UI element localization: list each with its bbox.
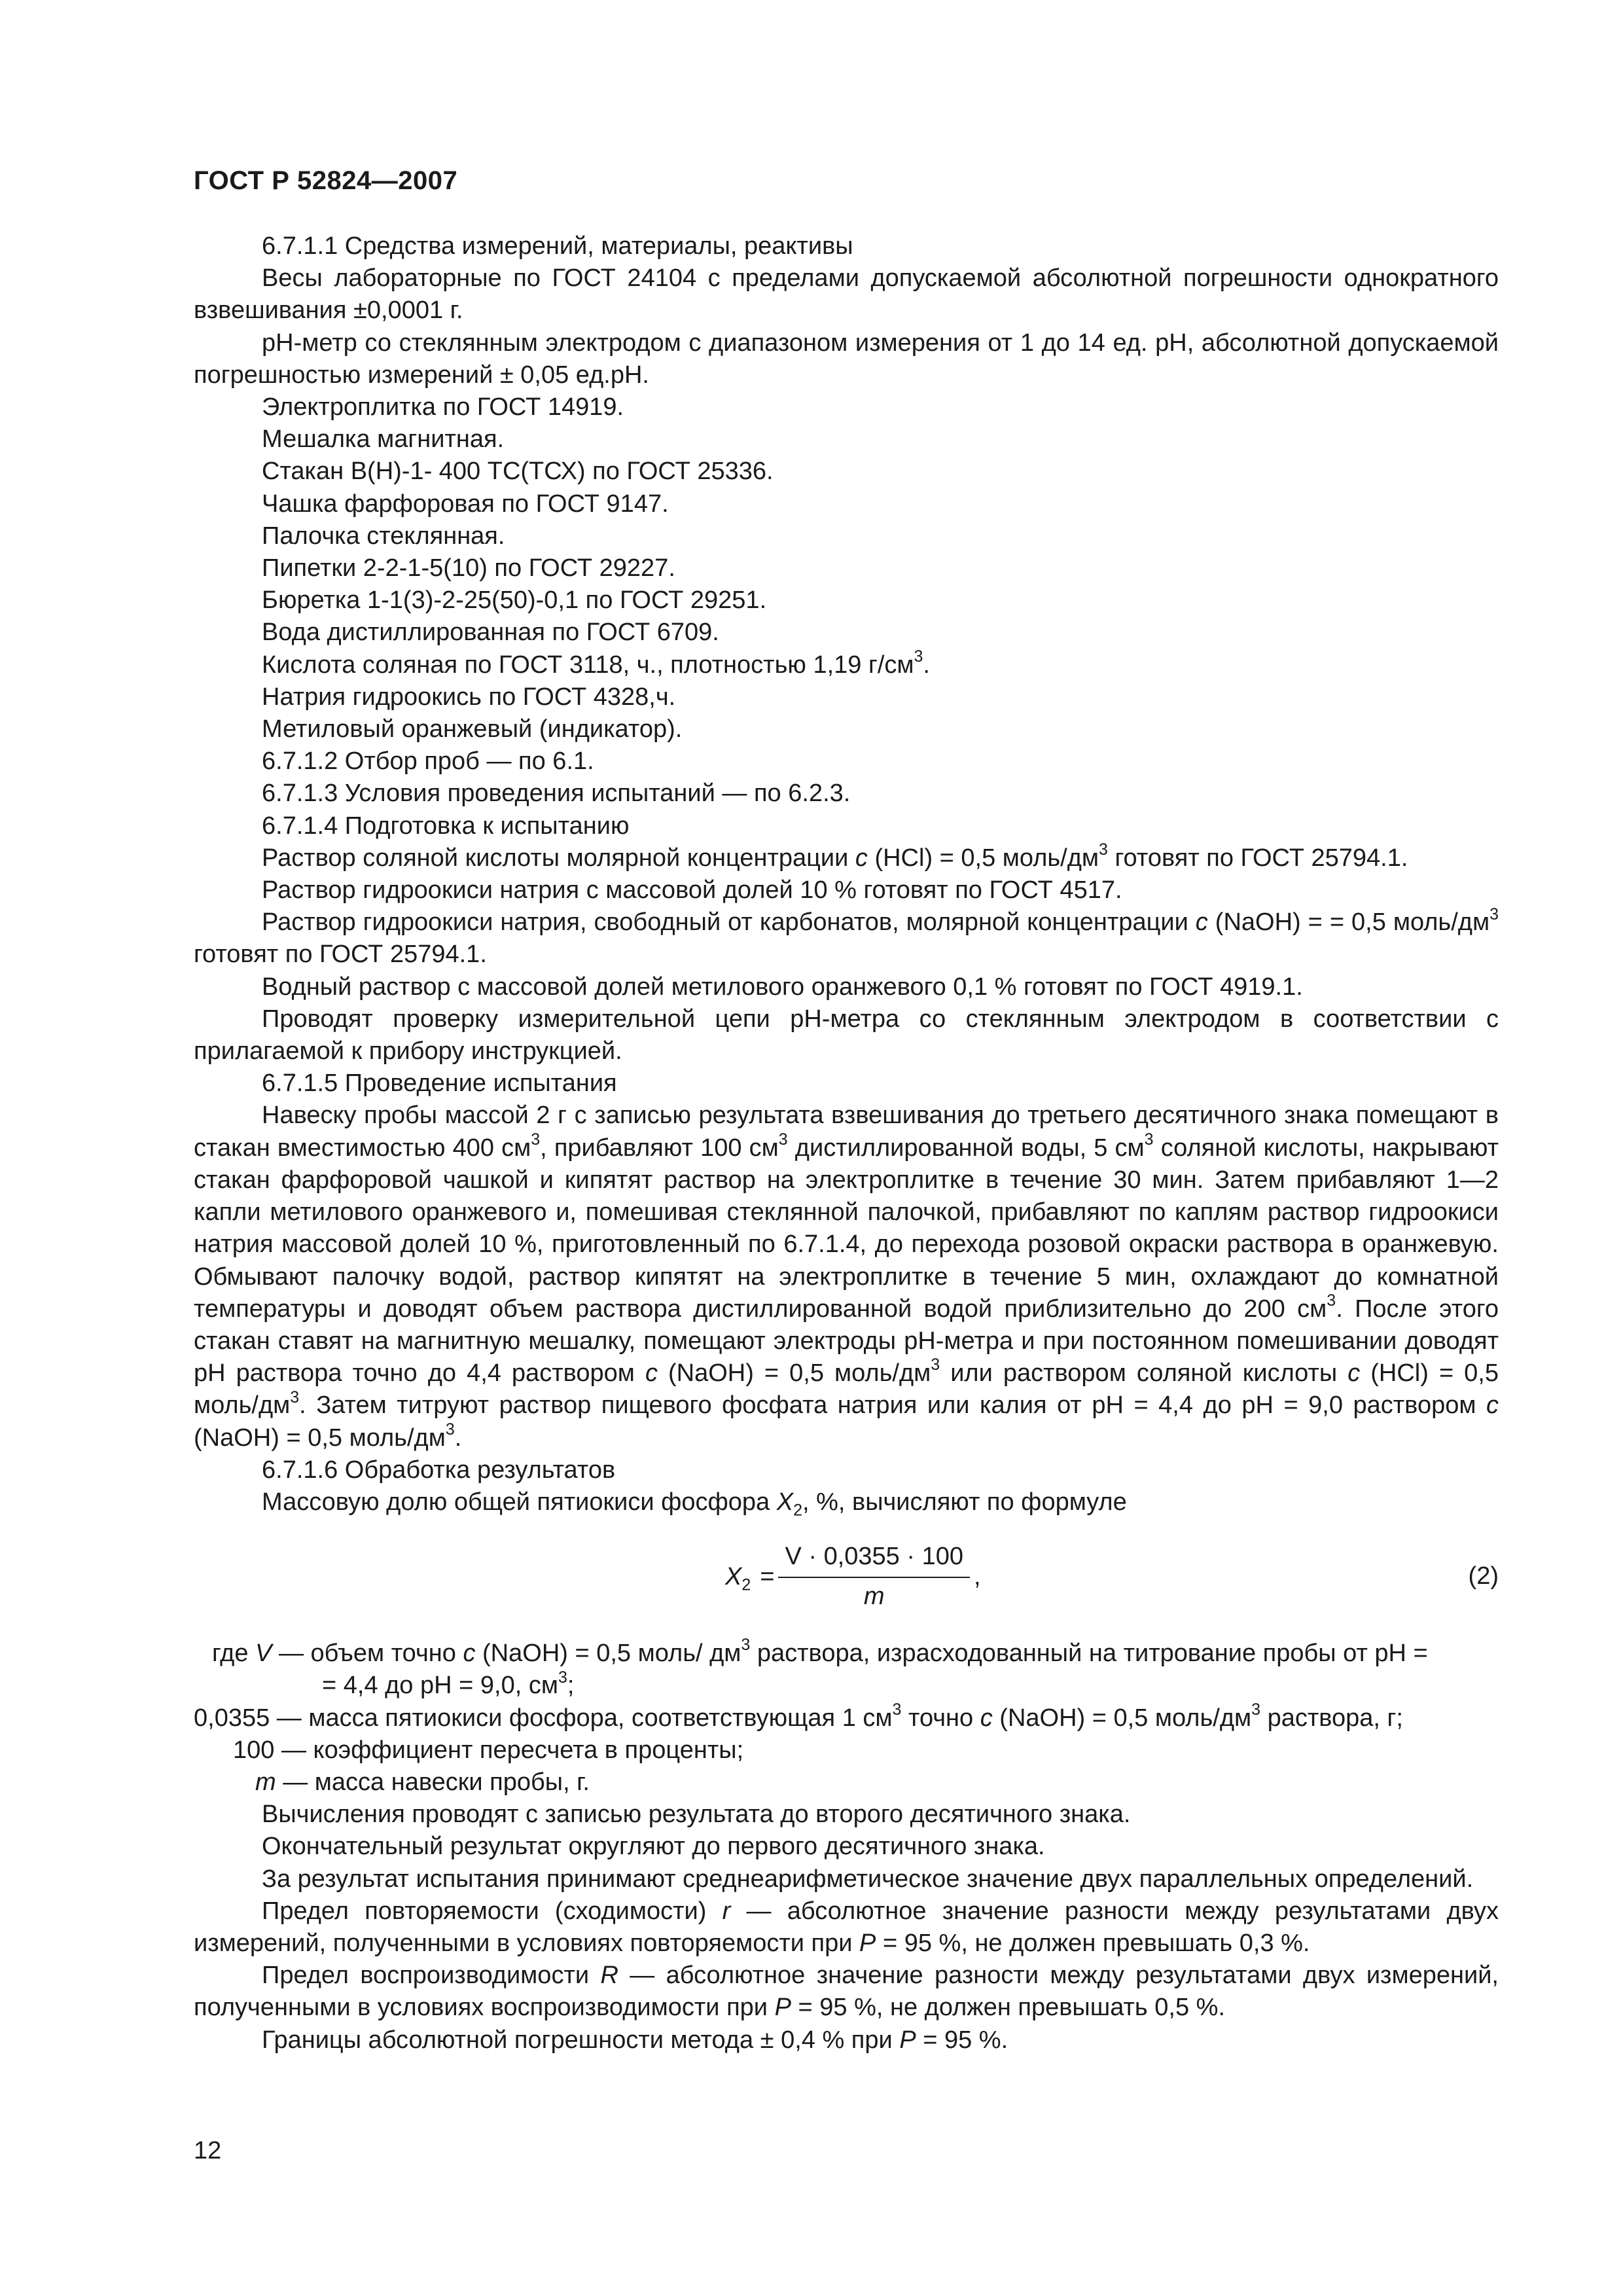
legend-m: m — масса навески пробы, г. xyxy=(255,1768,590,1796)
legend-v-continued: = 4,4 до рН = 9,0, $см^3$; xyxy=(322,1668,575,1700)
list-item-indicator: Метиловый оранжевый (индикатор). xyxy=(262,715,683,744)
section-heading-6-7-1-6: 6.7.1.6 Обработка результатов xyxy=(262,1456,616,1484)
formula-numerator: V · 0,0355 · 100 xyxy=(778,1541,970,1578)
paragraph-mean: За результат испытания принимают среднеарифметическое значение двух параллельных определений. xyxy=(262,1865,1474,1893)
legend-0-0355: 0,0355 — масса пятиокиси фосфора, соответствующая 1 $см^3$ точно с (NaOH) = 0,5 моль/$дм^3$ раствора, г; xyxy=(194,1700,1403,1732)
paragraph-hcl-solution: Раствор соляной кислоты молярной концентрации с (HCl) = 0,5 моль/$дм^3$ готовят по ГОСТ 25794.1. xyxy=(262,840,1408,872)
paragraph-error-bounds: Границы абсолютной погрешности метода ± 0,4 % при P = 95 %. xyxy=(262,2026,1008,2054)
list-item-pipettes: Пипетки 2-2-1-5(10) по ГОСТ 29227. xyxy=(262,554,675,583)
page-number: 12 xyxy=(194,2137,222,2164)
section-heading-6-7-1-5: 6.7.1.5 Проведение испытания xyxy=(262,1069,617,1098)
formula-denominator: m xyxy=(863,1583,885,1611)
paragraph-reproducibility: Предел воспроизводимости R — абсолютное значение разности между результатами двух измерений, полученными в условиях воспроизводимости при P = 95 %, не должен превышать 0,5 %. xyxy=(194,1962,1499,2022)
paragraph-procedure: Навеску пробы массой 2 г с записью результата взвешивания до третьего десятичного знака помещают в стакан вместимостью 400 $см^3$, прибавляют 100 $см^3$ дистиллированной воды, 5 $см^3$ соляной кислоты, накрывают стакан фарфоровой чашкой и кипятят раствор на электроплитке в течение 30 мин. Затем прибавляют 1—2 капли метилового оранжевого и, помешивая стеклянной палочкой, прибавляют по каплям раствор гидроокиси натрия массовой долей 10 %, приготовленный по 6.7.1.4, до перехода розовой окраски раствора в оранжевую. Обмывают палочку водой, раствор кипятят на электроплитке в течение 5 мин, охлаждают до комнатной температуры и доводят объем раствора дистиллированной водой приблизительно до 200 $см^3$. После этого стакан ставят на магнитную мешалку, помещают электроды рН-метра и при постоянном помешивании доводят рН раствора точно до 4,4 раствором с (NaOH) = 0,5 моль/$дм^3$ или раствором соляной кислоты с (HCl) = 0,5 моль/$дм^3$. Затем титруют раствор пищевого фосфата натрия или калия от рН = 4,4 до рН = 9,0 раствором с (NaOH) = 0,5 моль/$дм^3$. xyxy=(194,1102,1499,1452)
list-item-dish: Чашка фарфоровая по ГОСТ 9147. xyxy=(262,490,669,518)
paragraph-ph-meter: рН-метр со стеклянным электродом с диапазоном измерения от 1 до 14 ед. рН, абсолютной допускаемой погрешностью измерений ± 0,05 ед.рН. xyxy=(194,329,1499,389)
paragraph-naoh-10: Раствор гидроокиси натрия с массовой долей 10 % готовят по ГОСТ 4517. xyxy=(262,876,1122,905)
formula-block xyxy=(194,1534,1499,1626)
list-item-acid: Кислота соляная по ГОСТ 3118, ч., плотностью 1,19 $г/см^3$. xyxy=(262,647,930,679)
legend-v: где V — объем точно с (NaOH) = 0,5 моль/ $дм^3$ раствора, израсходованный на титрование пробы от рН = xyxy=(212,1636,1428,1668)
formula-fraction xyxy=(778,1541,970,1613)
formula-legend xyxy=(194,1638,1499,1799)
document-body xyxy=(194,230,1499,2056)
document-header: ГОСТ Р 52824—2007 xyxy=(194,166,458,195)
section-heading-6-7-1-1: 6.7.1.1 Средства измерений, материалы, реактивы xyxy=(262,232,853,260)
paragraph-rounding: Окончательный результат округляют до первого десятичного знака. xyxy=(262,1833,1045,1861)
list-item-stirrer: Мешалка магнитная. xyxy=(262,425,505,454)
list-item-burette: Бюретка 1-1(3)-2-25(50)-0,1 по ГОСТ 29251. xyxy=(262,586,767,615)
section-6-7-1-2: 6.7.1.2 Отбор проб — по 6.1. xyxy=(262,747,594,776)
formula-number: (2) xyxy=(1468,1562,1499,1590)
section-6-7-1-3: 6.7.1.3 Условия проведения испытаний — по 6.2.3. xyxy=(262,780,851,808)
list-item-beaker: Стакан В(Н)-1- 400 ТС(ТСХ) по ГОСТ 25336. xyxy=(262,457,774,486)
paragraph-ph-check: Проводят проверку измерительной цепи рН-метра со стеклянным электродом в соответствии с прилагаемой к прибору инструкцией. xyxy=(194,1005,1499,1066)
paragraph-scales: Весы лабораторные по ГОСТ 24104 с пределами допускаемой абсолютной погрешности однократного взвешивания ±0,0001 г. xyxy=(194,264,1499,325)
formula-comma: , xyxy=(973,1562,981,1590)
list-item-rod: Палочка стеклянная. xyxy=(262,522,505,550)
paragraph-repeatability: Предел повторяемости (сходимости) r — абсолютное значение разности между результатами двух измерений, полученными в условиях повторяемости при P = 95 %, не должен превышать 0,3 %. xyxy=(194,1897,1499,1957)
paragraph-methyl-orange: Водный раствор с массовой долей метилового оранжевого 0,1 % готовят по ГОСТ 4919.1. xyxy=(262,973,1303,1001)
paragraph-calc: Вычисления проводят с записью результата до второго десятичного знака. xyxy=(262,1801,1131,1829)
legend-100: 100 — коэффициент пересчета в проценты; xyxy=(233,1736,744,1764)
formula xyxy=(725,1541,981,1613)
paragraph-formula-intro: Массовую долю общей пятиокиси фосфора $X_2$, %, вычисляют по формуле xyxy=(262,1488,1127,1520)
list-item-hotplate: Электроплитка по ГОСТ 14919. xyxy=(262,393,624,422)
list-item-naoh: Натрия гидроокись по ГОСТ 4328,ч. xyxy=(262,683,676,711)
paragraph-naoh-carbonate-free: Раствор гидроокиси натрия, свободный от карбонатов, молярной концентрации с (NaOH) = = 0,5 моль/$дм^3$ готовят по ГОСТ 25794.1. xyxy=(194,905,1499,969)
list-item-water: Вода дистиллированная по ГОСТ 6709. xyxy=(262,619,719,647)
formula-equals: = xyxy=(760,1562,775,1590)
section-heading-6-7-1-4: 6.7.1.4 Подготовка к испытанию xyxy=(262,812,630,840)
formula-lhs: $X_2$ xyxy=(725,1562,751,1594)
